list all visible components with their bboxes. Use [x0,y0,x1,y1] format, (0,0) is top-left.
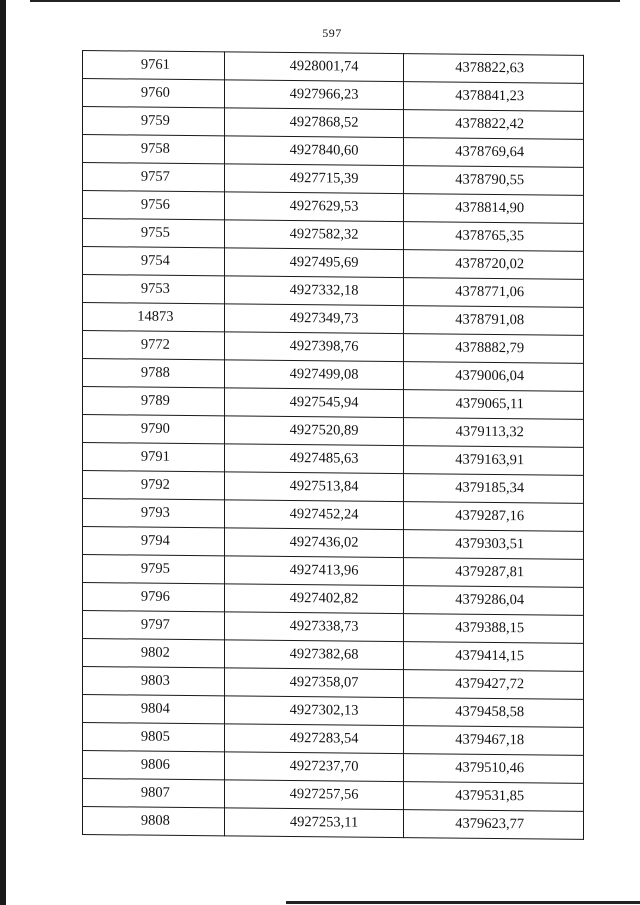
x-coordinate-cell: 4927402,82 [224,584,404,614]
scan-edge-bottom [286,901,640,904]
point-id-cell: 9791 [83,443,225,472]
y-coordinate-cell: 4379163,91 [404,446,584,476]
point-id-cell: 9760 [83,79,225,108]
x-coordinate-cell: 4927338,73 [224,612,404,642]
x-coordinate-cell: 4927283,54 [224,724,404,754]
coordinates-table [82,50,584,840]
x-coordinate-cell: 4927966,23 [224,80,404,110]
x-coordinate-cell: 4927485,63 [224,444,404,474]
x-coordinate-cell: 4927868,52 [224,108,404,138]
point-id-cell: 9792 [83,471,225,500]
x-coordinate-cell: 4927629,53 [224,192,404,222]
y-coordinate-cell: 4379531,85 [404,782,584,812]
point-id-cell: 9795 [83,555,225,584]
point-id-cell: 9803 [83,667,225,696]
point-id-cell: 9756 [83,191,225,220]
point-id-cell: 9796 [83,583,225,612]
y-coordinate-cell: 4378822,63 [404,54,584,84]
x-coordinate-cell: 4927382,68 [224,640,404,670]
y-coordinate-cell: 4378841,23 [404,82,584,112]
x-coordinate-cell: 4927349,73 [224,304,404,334]
x-coordinate-cell: 4927398,76 [224,332,404,362]
scan-edge-left [0,0,6,905]
x-coordinate-cell: 4927302,13 [224,696,404,726]
y-coordinate-cell: 4379414,15 [404,642,584,672]
page-number: 597 [322,26,342,40]
x-coordinate-cell: 4927582,32 [224,220,404,250]
point-id-cell: 9788 [83,359,225,388]
coordinates-table-body [83,51,584,840]
point-id-cell: 9758 [83,135,225,164]
point-id-cell: 9808 [83,807,225,836]
point-id-cell: 9802 [83,639,225,668]
y-coordinate-cell: 4379388,15 [404,614,584,644]
point-id-cell: 9806 [83,751,225,780]
x-coordinate-cell: 4927237,70 [224,752,404,782]
scan-edge-top [30,0,620,2]
y-coordinate-cell: 4379303,51 [404,530,584,560]
y-coordinate-cell: 4379467,18 [404,726,584,756]
table-row [83,807,584,840]
point-id-cell: 9753 [83,275,225,304]
x-coordinate-cell: 4927715,39 [224,164,404,194]
point-id-cell: 9805 [83,723,225,752]
x-coordinate-cell: 4927332,18 [224,276,404,306]
y-coordinate-cell: 4379287,81 [404,558,584,588]
x-coordinate-cell: 4927436,02 [224,528,404,558]
point-id-cell: 9772 [83,331,225,360]
y-coordinate-cell: 4378822,42 [404,110,584,140]
point-id-cell: 9797 [83,611,225,640]
y-coordinate-cell: 4379006,04 [404,362,584,392]
y-coordinate-cell: 4379458,58 [404,698,584,728]
x-coordinate-cell: 4927413,96 [224,556,404,586]
y-coordinate-cell: 4378771,06 [404,278,584,308]
point-id-cell: 9807 [83,779,225,808]
point-id-cell: 9789 [83,387,225,416]
y-coordinate-cell: 4379113,32 [404,418,584,448]
x-coordinate-cell: 4927840,60 [224,136,404,166]
point-id-cell: 9790 [83,415,225,444]
x-coordinate-cell: 4927452,24 [224,500,404,530]
y-coordinate-cell: 4379623,77 [404,810,584,840]
y-coordinate-cell: 4378765,35 [404,222,584,252]
y-coordinate-cell: 4379427,72 [404,670,584,700]
y-coordinate-cell: 4379065,11 [404,390,584,420]
point-id-cell: 9755 [83,219,225,248]
y-coordinate-cell: 4379287,16 [404,502,584,532]
x-coordinate-cell: 4927545,94 [224,388,404,418]
point-id-cell: 9761 [83,51,225,80]
x-coordinate-cell: 4928001,74 [224,52,404,82]
x-coordinate-cell: 4927513,84 [224,472,404,502]
y-coordinate-cell: 4378790,55 [404,166,584,196]
x-coordinate-cell: 4927358,07 [224,668,404,698]
y-coordinate-cell: 4378769,64 [404,138,584,168]
point-id-cell: 9757 [83,163,225,192]
x-coordinate-cell: 4927520,89 [224,416,404,446]
x-coordinate-cell: 4927257,56 [224,780,404,810]
point-id-cell: 9759 [83,107,225,136]
point-id-cell: 9793 [83,499,225,528]
y-coordinate-cell: 4378882,79 [404,334,584,364]
y-coordinate-cell: 4378720,02 [404,250,584,280]
x-coordinate-cell: 4927253,11 [224,808,404,838]
point-id-cell: 9794 [83,527,225,556]
y-coordinate-cell: 4378814,90 [404,194,584,224]
y-coordinate-cell: 4379185,34 [404,474,584,504]
point-id-cell: 9754 [83,247,225,276]
point-id-cell: 9804 [83,695,225,724]
x-coordinate-cell: 4927499,08 [224,360,404,390]
y-coordinate-cell: 4378791,08 [404,306,584,336]
point-id-cell: 14873 [83,303,225,332]
y-coordinate-cell: 4379286,04 [404,586,584,616]
x-coordinate-cell: 4927495,69 [224,248,404,278]
y-coordinate-cell: 4379510,46 [404,754,584,784]
